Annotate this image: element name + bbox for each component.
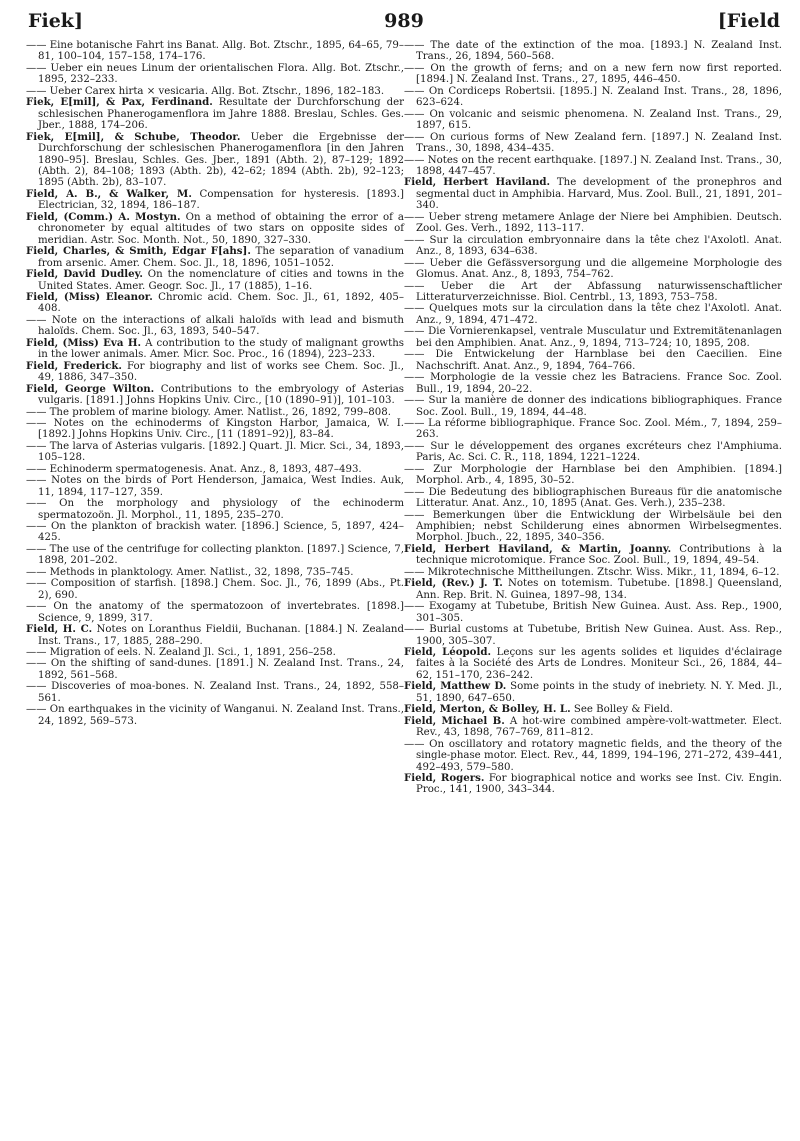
entry-text: —— Exogamy at Tubetube, British New Guinea. Aust. Ass. Rep., 1900, 301–305. [404,601,782,624]
bibliography-entry [404,716,782,739]
entry-text: —— Sur le développement des organes excréteurs chez l'Amphiuma. Paris, Ac. Sci. C. R., 118, 1894, 1221–1224. [404,440,782,464]
bibliography-entry [26,464,404,475]
entry-author: Fiek, E[mil], & Schube, Theodor. [26,130,241,143]
entry-text: Notes on totemism. Tubetube. [1898.] Queensland, Ann. Rep. Brit. N. Guinea, 1897–98, 134. [416,578,782,601]
bibliography-entry [26,315,404,338]
entry-text: —— Sur la manière de donner des indications bibliographiques. France Soc. Zool. Bull., 19, 1894, 44–48. [404,395,782,418]
bibliography-entry [404,464,782,487]
entry-text: —— On volcanic and seismic phenomena. N. Zealand Inst. Trans., 29, 1897, 615. [404,108,782,132]
entry-text: —— Notes on the recent earthquake. [1897.] N. Zealand Inst. Trans., 30, 1898, 447–457. [404,154,782,177]
entry-text: —— On curious forms of New Zealand fern. [1897.] N. Zealand Inst. Trans., 30, 1898, 434–435. [404,131,782,155]
bibliography-entry [26,132,404,189]
bibliography-entry [26,269,404,292]
entry-author: Field, (Miss) Eva H. [26,336,142,349]
bibliography-entry [26,704,404,727]
entry-text: —— The use of the centrifuge for collecting plankton. [1897.] Science, 7, 1898, 201–202. [26,543,404,567]
bibliography-entry [26,624,404,647]
bibliography-entry [26,212,404,246]
bibliography-entry [404,86,782,109]
bibliography-entry [404,681,782,704]
entry-text: —— The problem of marine biology. Amer. Natlist., 26, 1892, 799–808. [26,406,391,418]
entry-text: —— Ueber die Art der Abfassung naturwissenschaftlicher Litteraturverzeichnisse. Biol. Centrbl., 13, 1893, 753–758. [404,280,782,303]
entry-author: Field, H. C. [26,623,93,636]
bibliography-entry [404,418,782,441]
entry-text: Ueber die Ergebnisse der Durchforschung der schlesischen Phanerogamenflora [in den Jahren 1890–95]. Breslau, Schles. Ges. Jber., 1891 (Abth. 2), 87–129; 1892 (Abth. 2), 84–108; 1893 (Abth. 2b), 42–62; 1894 (Abth. 2b), 92–123; 1895 (Abth. 2b), 83–107. [38,131,405,189]
entry-author: Field, Léopold. [404,646,491,659]
entry-author: Field, Matthew D. [404,680,507,693]
bibliography-entry [404,63,782,86]
entry-text: —— On the growth of ferns; and on a new fern now first reported. [1894.] N. Zealand Inst. Trans., 27, 1895, 446–450. [404,62,782,86]
bibliography-entry [404,349,782,372]
right-column [404,40,782,796]
bibliography-entry [26,361,404,384]
entry-text: —— Die Bedeutung des bibliographischen Bureaus für die anatomische Litteratur. Anat. Anz., 10, 1895 (Anat. Ges. Verh.), 235–238. [404,486,782,510]
entry-text: —— Notes on the echinoderms of Kingston Harbor, Jamaica, W. I. [1892.] Johns Hopkins Univ. Circ., [11 (1891–92)], 83–84. [26,417,404,441]
entry-text: —— On the shifting of sand-dunes. [1891.] N. Zealand Inst. Trans., 24, 1892, 561–568. [26,658,404,681]
bibliography-entry [404,647,782,681]
entry-text: —— On the morphology and physiology of the echinoderm spermatozoön. Jl. Morphol., 11, 1895, 235–270. [26,498,404,521]
entry-text: On the nomenclature of cities and towns in the United States. Amer. Geogr. Soc. Jl., 17 (1885), 1–16. [38,269,404,292]
entry-text: —— Migration of eels. N. Zealand Jl. Sci., 1, 1891, 256–258. [26,647,336,659]
entry-text: —— Morphologie de la vessie chez les Batraciens. France Soc. Zool. Bull., 19, 1894, 20–22. [404,372,782,395]
entry-text: —— The date of the extinction of the moa. [1893.] N. Zealand Inst. Trans., 26, 1894, 560–568. [404,40,782,63]
entry-text: Contributions to the embryology of Asterias vulgaris. [1891.] Johns Hopkins Univ. Circ., [10 (1890–91)], 101–103. [38,383,405,407]
entry-text: For biography and list of works see Chem. Soc. Jl., 49, 1886, 347–350. [38,360,404,384]
entry-text: —— Bemerkungen über die Entwicklung der Wirbelsäule bei den Amphibien; nebst Schilderung eines abnormen Wirbelsegmentes. Morphol. Jbuch., 22, 1895, 340–356. [404,509,782,544]
bibliography-entry [404,544,782,567]
entry-text: Notes on Loranthus Fieldii, Buchanan. [1884.] N. Zealand Inst. Trans., 17, 1885, 288–290. [38,624,404,647]
entry-text: —— Ueber Carex hirta × vesicaria. Allg. Bot. Ztschr., 1896, 182–183. [26,85,385,97]
bibliography-entry [404,303,782,326]
entry-text: —— Methods in planktology. Amer. Natlist., 32, 1898, 735–745. [26,566,354,578]
entry-text: For biographical notice and works see Inst. Civ. Engin. Proc., 141, 1900, 343–344. [416,773,782,796]
entry-author: Field, A. B., & Walker, M. [26,187,192,200]
entry-author: Field, David Dudley. [26,268,143,281]
entry-text: —— Ueber ein neues Linum der orientalischen Flora. Allg. Bot. Ztschr., 1895, 232–233. [26,62,404,86]
entry-text: —— Mikrotechnische Mittheilungen. Ztschr. Wiss. Mikr., 11, 1894, 6–12. [404,566,780,578]
entry-text: Resultate der Durchforschung der schlesischen Phanerogamenflora im Jahre 1888. Breslau, Schles. Ges. Jber., 1888, 174–206. [38,97,404,132]
bibliography-entry [26,544,404,567]
entry-author: Field, (Rev.) J. T. [404,577,503,590]
bibliography-entry [26,498,404,521]
entry-text: Leçons sur les agents solides et liquides d'éclairage faites à la Société des Arts de Londres. Moniteur Sci., 26, 1884, 44–62, 151–170, 236–242. [416,647,782,681]
bibliography-entry [26,97,404,131]
entry-text: —— Die Entwickelung der Harnblase bei den Caecilien. Eine Nachschrift. Anat. Anz., 9, 1894, 764–766. [404,349,782,372]
entry-text: —— La réforme bibliographique. France Soc. Zool. Mém., 7, 1894, 259–263. [404,417,782,441]
bibliography-entry [404,372,782,395]
bibliography-entry [404,155,782,178]
entry-author: Field, Herbert Haviland, & Martin, Joanny. [404,542,672,555]
bibliography-entry [26,647,404,658]
bibliography-entry [404,326,782,349]
entry-text: —— Burial customs at Tubetube, British New Guinea. Aust. Ass. Rep., 1900, 305–307. [404,624,782,647]
bibliography-entry [26,418,404,441]
bibliography-entry [404,624,782,647]
page-number: 989 [384,10,424,32]
bibliography-entry [26,40,404,63]
entry-author: Field, Frederick. [26,359,122,372]
entry-author: Field, George Wilton. [26,382,155,395]
entry-text: A contribution to the study of malignant growths in the lower animals. Amer. Micr. Soc. Proc., 16 (1894), 223–233. [38,337,404,361]
header-right: [Field [717,10,780,32]
entry-author: Field, Merton, & Bolley, H. L. [404,703,571,716]
entry-text: On a method of obtaining the error of a chronometer by equal altitudes of two stars on opposite sides of meridian. Astr. Soc. Month. Not., 50, 1890, 327–330. [38,211,404,246]
bibliography-entry [26,578,404,601]
bibliography-entry [26,407,404,418]
entry-author: Field, Herbert Haviland. [404,176,551,189]
bibliography-entry [26,601,404,624]
entry-author: Field, (Miss) Eleanor. [26,290,153,303]
bibliography-entry [26,658,404,681]
entry-text: Contributions à la technique microtomique. France Soc. Zool. Bull., 19, 1894, 49–54. [416,543,782,567]
entry-text: A hot-wire combined ampère-volt-wattmeter. Elect. Rev., 43, 1898, 767–769, 811–812. [416,715,782,739]
entry-text: —— Quelques mots sur la circulation dans la tête chez l'Axolotl. Anat. Anz., 9, 1894, 471–472. [404,303,782,326]
entry-text: Some points in the study of inebriety. N. Y. Med. Jl., 51, 1890, 647–650. [416,681,783,704]
entry-text: —— Eine botanische Fahrt ins Banat. Allg. Bot. Ztschr., 1895, 64–65, 79–81, 100–104, 157–158, 174–176. [26,40,404,63]
entry-text: —— Sur la circulation embryonnaire dans la tête chez l'Axolotl. Anat. Anz., 8, 1893, 634–638. [404,234,782,258]
bibliography-entry [404,40,782,63]
entry-author: Field, Charles, & Smith, Edgar F[ahs]. [26,245,251,258]
bibliography-entry [26,567,404,578]
entry-text: —— Composition of starfish. [1898.] Chem. Soc. Jl., 76, 1899 (Abs., Pt. 2), 690. [26,578,404,601]
bibliography-entry [404,177,782,211]
left-column [26,40,404,727]
bibliography-entry [404,487,782,510]
entry-text: —— Discoveries of moa-bones. N. Zealand Inst. Trans., 24, 1892, 558–561. [26,681,404,704]
header-left: Fiek] [28,10,83,32]
entry-text: Chromic acid. Chem. Soc. Jl., 61, 1892, 405–408. [38,291,404,315]
bibliography-entry [404,601,782,624]
entry-text: —— Echinoderm spermatogenesis. Anat. Anz., 8, 1893, 487–493. [26,463,362,475]
entry-text: —— The larva of Asterias vulgaris. [1892.] Quart. Jl. Micr. Sci., 34, 1893, 105–128. [26,440,404,464]
entry-text: —— On Cordiceps Robertsii. [1895.] N. Zealand Inst. Trans., 28, 1896, 623–624. [404,85,782,109]
bibliography-entry [26,246,404,269]
bibliography-entry [26,384,404,407]
entry-text: See Bolley & Field. [570,704,673,716]
bibliography-entry [26,338,404,361]
bibliography-entry [404,109,782,132]
bibliography-entry [404,510,782,544]
bibliography-entry [404,281,782,304]
entry-text: —— On the anatomy of the spermatozoon of invertebrates. [1898.] Science, 9, 1899, 317. [26,601,404,624]
bibliography-entry [404,395,782,418]
entry-text: —— Notes on the birds of Port Henderson, Jamaica, West Indies. Auk, 11, 1894, 117–127, 359. [26,475,404,498]
bibliography-entry [404,258,782,281]
entry-text: —— Note on the interactions of alkali haloïds with lead and bismuth haloïds. Chem. Soc. Jl., 63, 1893, 540–547. [26,314,404,338]
entry-author: Field, Michael B. [404,714,505,727]
bibliography-entry [404,132,782,155]
bibliography-entry [26,521,404,544]
entry-author: Field, (Comm.) A. Mostyn. [26,210,181,223]
bibliography-entry [404,212,782,235]
entry-author: Fiek, E[mil], & Pax, Ferdinand. [26,96,213,109]
bibliography-entry [26,681,404,704]
bibliography-entry [404,578,782,601]
entry-author: Field, Rogers. [404,772,485,784]
entry-text: —— Ueber streng metamere Anlage der Niere bei Amphibien. Deutsch. Zool. Ges. Verh., 1892, 113–117. [404,211,782,235]
bibliography-entry [404,441,782,464]
entry-text: —— Ueber die Gefässversorgung und die allgemeine Morphologie des Glomus. Anat. Anz., 8, 1893, 754–762. [404,257,782,281]
bibliography-entry [26,63,404,86]
entry-text: —— Zur Morphologie der Harnblase bei den Amphibien. [1894.] Morphol. Arb., 4, 1895, 30–52. [404,463,782,487]
entry-text: —— On the plankton of brackish water. [1896.] Science, 5, 1897, 424–425. [26,521,404,544]
entry-text: The development of the pronephros and segmental duct in Amphibia. Harvard, Mus. Zool. Bull., 21, 1891, 201–340. [416,177,782,212]
entry-text: —— Die Vornierenkapsel, ventrale Musculatur und Extremitätenanlagen bei den Amphibien. Anat. Anz., 9, 1894, 713–724; 10, 1895, 208. [404,326,782,349]
page-header [28,10,780,40]
bibliography-entry [404,235,782,258]
bibliography-entry [26,189,404,212]
bibliography-entry [26,441,404,464]
entry-text: The separation of vanadium from arsenic. Amer. Chem. Soc. Jl., 18, 1896, 1051–1052. [38,246,404,269]
bibliography-entry [26,475,404,498]
entry-text: Compensation for hysteresis. [1893.] Electrician, 32, 1894, 186–187. [38,188,404,212]
entry-text: —— On earthquakes in the vicinity of Wanganui. N. Zealand Inst. Trans., 24, 1892, 569–573. [26,704,404,727]
bibliography-entry [404,739,782,773]
entry-text: —— On oscillatory and rotatory magnetic fields, and the theory of the single-phase motor. Elect. Rev., 44, 1899, 194–196, 271–272, 439–441, 492–493, 579–580. [404,738,782,773]
bibliography-entry [404,773,782,796]
bibliography-entry [26,292,404,315]
